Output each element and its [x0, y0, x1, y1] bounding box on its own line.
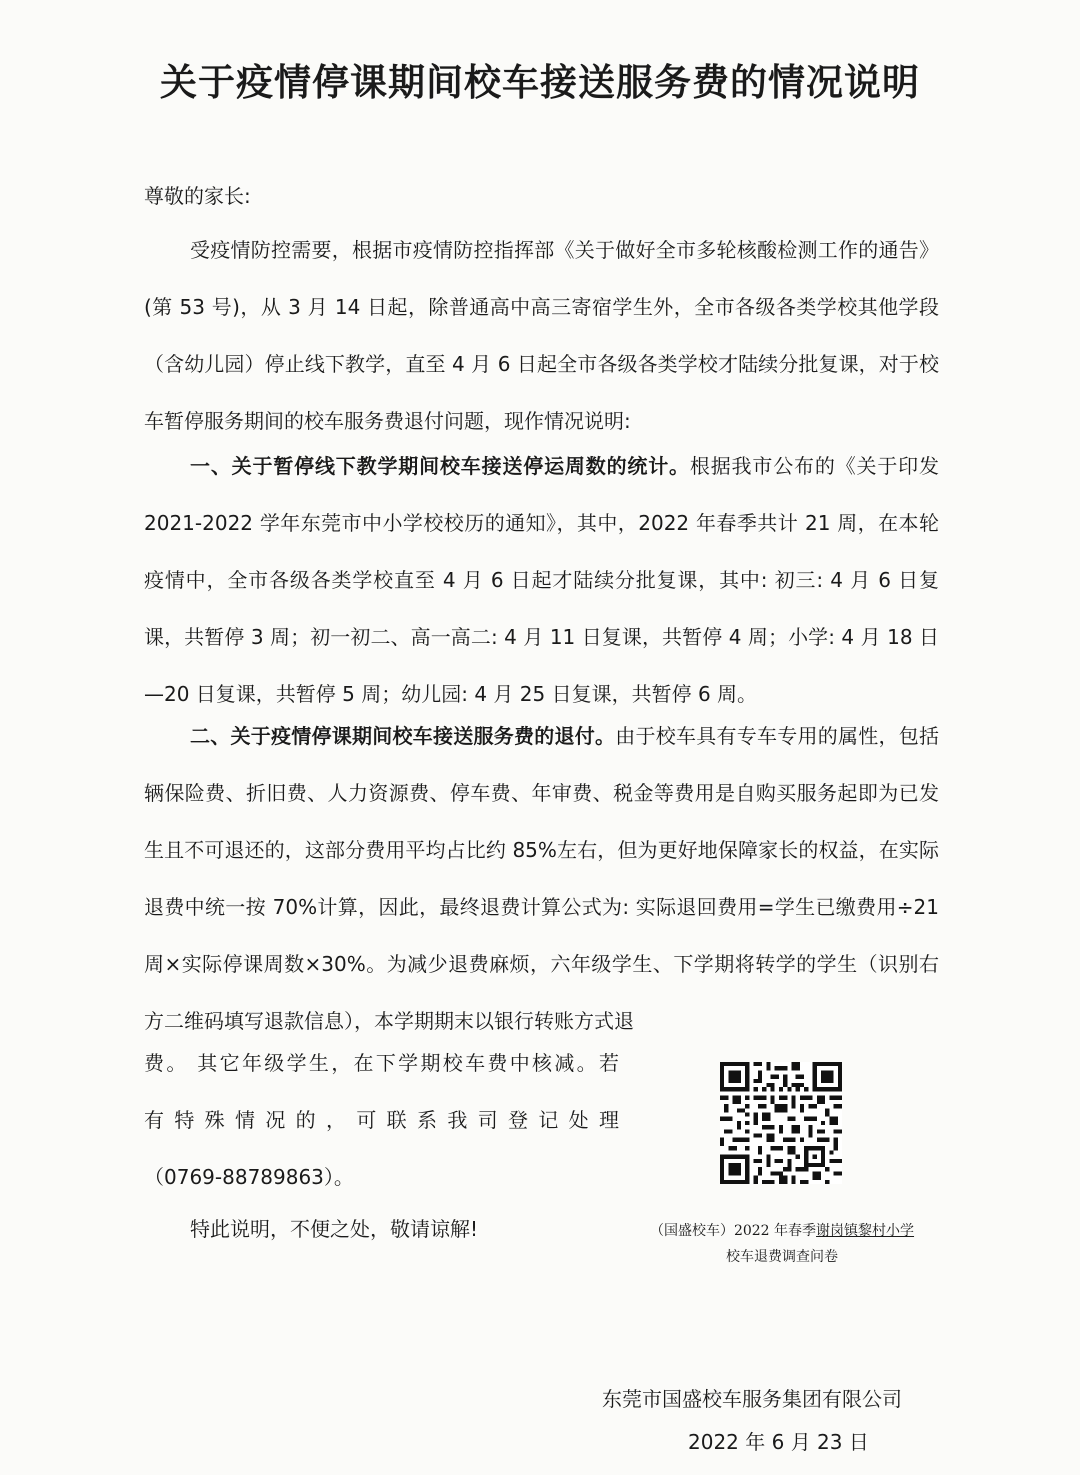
- section-one-heading: 一、关于暂停线下教学期间校车接送停运周数的统计。: [190, 454, 690, 478]
- closing-remark: 特此说明，不便之处，敬请谅解!: [190, 1217, 479, 1241]
- continuation-line: 有特殊情况的，可联系我司登记处理: [144, 1108, 619, 1132]
- qr-code-image: [720, 1062, 842, 1184]
- qr-caption-line1: [612, 1218, 952, 1244]
- signature-date: 2022 年 6 月 23 日: [688, 1430, 869, 1454]
- document-title: 关于疫情停课期间校车接送服务费的情况说明: [160, 60, 920, 104]
- section-two-body: 由于校车具有专车专用的属性，包括辆保险费、折旧费、人力资源费、停车费、年审费、税金等费用是自购买服务起即为已发生且不可退还的，这部分费用平均占比约 85%左右，但为更好地保障家长的权益，在实际退费中统一按 70%计算，因此，最终退费计算公式为: 实际退回费用=学生已缴费用÷21 周×实际停课周数×30%。为减少退费麻烦，六年级学生、下学期将转学的学生（识别右方二维码填写退款信息），本学期期末以银行转账方式退: [144, 724, 939, 1033]
- section-two-paragraph: [144, 708, 939, 1050]
- section-two-heading: 二、关于疫情停课期间校车接送服务费的退付。: [190, 724, 616, 748]
- qr-caption-school: 谢岗镇黎村小学: [816, 1223, 915, 1239]
- qr-caption-line2: 校车退费调查问卷: [726, 1249, 838, 1265]
- company-signature: 东莞市国盛校车服务集团有限公司: [602, 1387, 902, 1411]
- section-one-body: 根据我市公布的《关于印发 2021-2022 学年东莞市中小学校校历的通知》，其中，2022 年春季共计 21 周，在本轮疫情中，全市各级各类学校直至 4 月 6 日起才陆续分批复课，其中: 初三: 4 月 6 日复课，共暂停 3 周；初一初二、高一高二: 4 月 11 日复课，共暂停 4 周；小学: 4 月 18 日—20 日复课，共暂停 5 周；幼儿园: 4 月 25 日复课，共暂停 6 周。: [144, 454, 940, 706]
- qr-caption: [612, 1218, 952, 1270]
- section-one-paragraph: [144, 438, 939, 723]
- qr-caption-prefix: （国盛校车）2022 年春季: [649, 1223, 817, 1239]
- continuation-line: 费。 其它年级学生，在下学期校车费中核减。若: [144, 1051, 619, 1075]
- section-two-continuation: [144, 1035, 619, 1206]
- continuation-line: （0769-88789863）。: [144, 1165, 354, 1189]
- salutation: 尊敬的家长:: [144, 184, 251, 208]
- qr-code[interactable]: [720, 1062, 842, 1184]
- intro-paragraph: 受疫情防控需要，根据市疫情防控指挥部《关于做好全市多轮核酸检测工作的通告》(第 53 号)，从 3 月 14 日起，除普通高中高三寄宿学生外，全市各级各类学校其他学段（含幼儿园）停止线下教学，直至 4 月 6 日起全市各级各类学校才陆续分批复课，对于校车暂停服务期间的校车服务费退付问题，现作情况说明:: [144, 238, 939, 433]
